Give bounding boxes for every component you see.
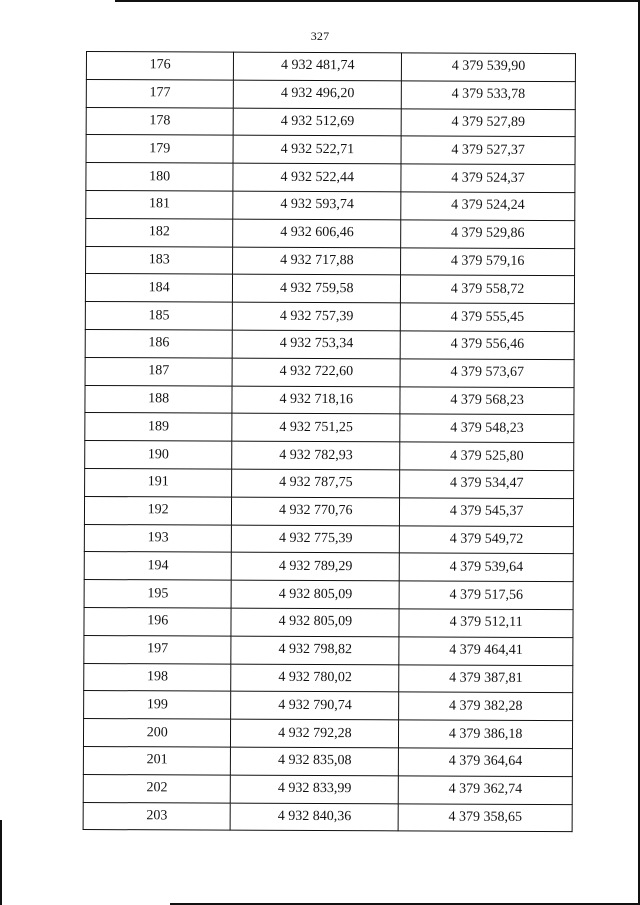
y-coordinate-cell: 4 379 568,23	[400, 386, 574, 415]
table-row	[86, 163, 575, 193]
point-number-cell: 197	[84, 635, 232, 663]
table-row	[85, 441, 574, 471]
point-number-cell: 184	[85, 274, 233, 302]
point-number-cell: 182	[86, 218, 234, 246]
y-coordinate-cell: 4 379 529,86	[401, 220, 575, 249]
scan-border-top	[115, 0, 640, 2]
table-row	[84, 691, 573, 721]
coordinates-table	[83, 51, 576, 832]
x-coordinate-cell: 4 932 757,39	[233, 302, 401, 331]
table-row	[84, 524, 573, 554]
y-coordinate-cell: 4 379 556,46	[400, 331, 574, 360]
y-coordinate-cell: 4 379 579,16	[401, 247, 575, 276]
x-coordinate-cell: 4 932 751,25	[232, 414, 400, 443]
point-number-cell: 185	[85, 302, 233, 330]
point-number-cell: 201	[83, 746, 231, 774]
x-coordinate-cell: 4 932 789,29	[232, 552, 400, 581]
y-coordinate-cell: 4 379 517,56	[399, 581, 573, 610]
table-row	[84, 496, 573, 526]
y-coordinate-cell: 4 379 362,74	[398, 776, 572, 805]
y-coordinate-cell: 4 379 382,28	[399, 692, 573, 721]
x-coordinate-cell: 4 932 481,74	[234, 52, 402, 81]
point-number-cell: 186	[85, 329, 233, 357]
point-number-cell: 188	[85, 385, 233, 413]
table-row	[86, 107, 575, 137]
table-row	[86, 218, 575, 248]
y-coordinate-cell: 4 379 512,11	[399, 609, 573, 638]
y-coordinate-cell: 4 379 533,78	[401, 81, 575, 110]
y-coordinate-cell: 4 379 539,90	[402, 53, 576, 82]
table-row	[84, 663, 573, 693]
point-number-cell: 177	[86, 79, 234, 107]
x-coordinate-cell: 4 932 798,82	[231, 636, 399, 665]
x-coordinate-cell: 4 932 770,76	[232, 497, 400, 526]
table-row	[83, 802, 572, 832]
table-row	[84, 552, 573, 582]
x-coordinate-cell: 4 932 522,44	[233, 163, 401, 192]
x-coordinate-cell: 4 932 496,20	[234, 80, 402, 109]
y-coordinate-cell: 4 379 534,47	[400, 470, 574, 499]
table-row	[84, 607, 573, 637]
y-coordinate-cell: 4 379 555,45	[401, 303, 575, 332]
table-row	[83, 719, 572, 749]
table-row	[86, 52, 575, 82]
x-coordinate-cell: 4 932 775,39	[232, 525, 400, 554]
x-coordinate-cell: 4 932 805,09	[231, 608, 399, 637]
point-number-cell: 195	[84, 580, 232, 608]
point-number-cell: 179	[86, 135, 234, 163]
point-number-cell: 178	[86, 107, 234, 135]
point-number-cell: 203	[83, 802, 231, 830]
y-coordinate-cell: 4 379 358,65	[398, 803, 572, 832]
x-coordinate-cell: 4 932 835,08	[231, 747, 399, 776]
y-coordinate-cell: 4 379 527,89	[401, 108, 575, 137]
y-coordinate-cell: 4 379 527,37	[401, 136, 575, 165]
point-number-cell: 189	[85, 413, 233, 441]
table-row	[85, 385, 574, 415]
x-coordinate-cell: 4 932 840,36	[231, 803, 399, 832]
table-row	[85, 329, 574, 359]
point-number-cell: 193	[84, 524, 232, 552]
x-coordinate-cell: 4 932 790,74	[231, 691, 399, 720]
point-number-cell: 183	[86, 246, 234, 274]
y-coordinate-cell: 4 379 524,24	[401, 192, 575, 221]
table-row	[85, 413, 574, 443]
table-row	[83, 774, 572, 804]
point-number-cell: 191	[85, 468, 233, 496]
table-row	[85, 274, 574, 304]
y-coordinate-cell: 4 379 387,81	[399, 664, 573, 693]
x-coordinate-cell: 4 932 780,02	[231, 664, 399, 693]
table-row	[86, 246, 575, 276]
x-coordinate-cell: 4 932 782,93	[232, 441, 400, 470]
point-number-cell: 190	[85, 441, 233, 469]
y-coordinate-cell: 4 379 464,41	[399, 637, 573, 666]
x-coordinate-cell: 4 932 717,88	[233, 247, 401, 276]
point-number-cell: 176	[86, 52, 234, 80]
point-number-cell: 202	[83, 774, 231, 802]
y-coordinate-cell: 4 379 524,37	[401, 164, 575, 193]
y-coordinate-cell: 4 379 573,67	[400, 359, 574, 388]
x-coordinate-cell: 4 932 512,69	[234, 108, 402, 137]
table-row	[85, 468, 574, 498]
y-coordinate-cell: 4 379 364,64	[399, 748, 573, 777]
table-row	[84, 635, 573, 665]
x-coordinate-cell: 4 932 522,71	[233, 136, 401, 165]
point-number-cell: 192	[84, 496, 232, 524]
x-coordinate-cell: 4 932 722,60	[232, 358, 400, 387]
point-number-cell: 181	[86, 190, 234, 218]
y-coordinate-cell: 4 379 386,18	[399, 720, 573, 749]
table-row	[86, 79, 575, 109]
y-coordinate-cell: 4 379 549,72	[400, 525, 574, 554]
x-coordinate-cell: 4 932 593,74	[233, 191, 401, 220]
point-number-cell: 198	[84, 663, 232, 691]
scan-border-left	[0, 820, 2, 905]
table-row	[85, 302, 574, 332]
x-coordinate-cell: 4 932 787,75	[232, 469, 400, 498]
x-coordinate-cell: 4 932 759,58	[233, 275, 401, 304]
x-coordinate-cell: 4 932 792,28	[231, 719, 399, 748]
point-number-cell: 200	[83, 719, 231, 747]
x-coordinate-cell: 4 932 805,09	[231, 580, 399, 609]
coordinates-table-body	[83, 52, 575, 832]
y-coordinate-cell: 4 379 539,64	[399, 553, 573, 582]
table-row	[83, 746, 572, 776]
x-coordinate-cell: 4 932 718,16	[232, 386, 400, 415]
point-number-cell: 187	[85, 357, 233, 385]
table-row	[85, 357, 574, 387]
x-coordinate-cell: 4 932 753,34	[233, 330, 401, 359]
table-row	[86, 190, 575, 220]
point-number-cell: 196	[84, 607, 232, 635]
table-row	[84, 580, 573, 610]
point-number-cell: 180	[86, 163, 234, 191]
point-number-cell: 194	[84, 552, 232, 580]
table-row	[86, 135, 575, 165]
page-number: 327	[310, 29, 330, 43]
y-coordinate-cell: 4 379 558,72	[401, 275, 575, 304]
y-coordinate-cell: 4 379 548,23	[400, 414, 574, 443]
point-number-cell: 199	[84, 691, 232, 719]
y-coordinate-cell: 4 379 525,80	[400, 442, 574, 471]
x-coordinate-cell: 4 932 606,46	[233, 219, 401, 248]
y-coordinate-cell: 4 379 545,37	[400, 498, 574, 527]
x-coordinate-cell: 4 932 833,99	[231, 775, 399, 804]
